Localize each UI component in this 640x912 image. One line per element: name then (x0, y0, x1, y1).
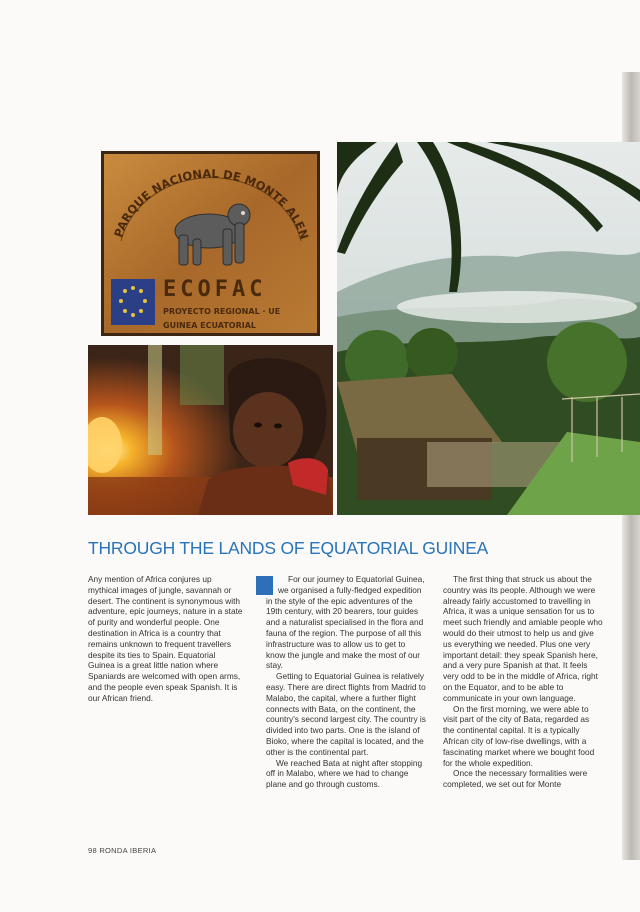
article-column-3 (443, 574, 603, 790)
article-column-2 (266, 574, 426, 790)
jungle-photo (337, 142, 640, 515)
blue-dropcap-square (256, 576, 273, 595)
page-folio: 98 RONDA IBERIA (88, 846, 157, 855)
paragraph: On the first morning, we were able to visit part of the city of Bata, regarded as the continental capital. It is a typically African city of low-rise dwellings, with a fascinating market where we bought food for the whole expedition. (443, 703, 595, 768)
plaque-country-text: GUINEA ECUATORIAL (163, 321, 257, 330)
paragraph: Once the necessary formalities were completed, we set out for Monte (443, 768, 588, 790)
article-headline: THROUGH THE LANDS OF EQUATORIAL GUINEA (88, 538, 489, 558)
child-photo (88, 345, 333, 515)
plaque-ecofac-text: ECOFAC (163, 277, 267, 302)
eu-flag (111, 279, 155, 325)
paragraph: For our journey to Equatorial Guinea, we organised a fully-fledged expedition in the style of the epic adventures of the 19th century, with 20 bearers, tour guides and a naturalist specialised in the flora and fauna of the region. The purpose of all this infrastructure was to allow us to get to know the jungle and make the most of our stay. (266, 574, 425, 671)
paragraph: The first thing that struck us about the country was its people. Although we were already fairly accustomed to travelling in Africa, it was a unique sensation for us to meet such friendly and amiable people who would do their utmost to help us and give us everything we needed. Plus one very important detail: they speak Spanish here, and a very pure Spanish at that. It feels very odd to be in the middle of Africa, right on the Equator, and to be able to communicate in your own language. (443, 574, 603, 703)
plaque-photo (101, 151, 320, 336)
plaque-project-text: PROYECTO REGIONAL · UE (163, 307, 281, 316)
paragraph: Getting to Equatorial Guinea is relatively easy. There are direct flights from Madrid to Malabo, the capital, where a further flight connects with Bata, on the continent, the country's second largest city. The country is divided into two parts. One is the island of Bioko, where the capital is located, and the other is the continental part. (266, 671, 426, 757)
intro-paragraph: Any mention of Africa conjures up mythical images of jungle, savannah or desert. The continent is synonymous with adventure, epic journeys, nature in a state of purity and wonderful people. One destination in Africa is a country that remains unknown to frequent travellers despite its ties to Spain. Equatorial Guinea is a great little nation where Spaniards are welcomed with open arms, and the people even speak Spanish. It is our African friend. (88, 574, 243, 703)
paragraph: We reached Bata at night after stopping off in Malabo, where we had to change plane and go through customs. (266, 757, 423, 790)
plaque-title-text: PARQUE NACIONAL DE MONTE ALEN (111, 166, 312, 242)
article-column-1 (88, 574, 244, 704)
